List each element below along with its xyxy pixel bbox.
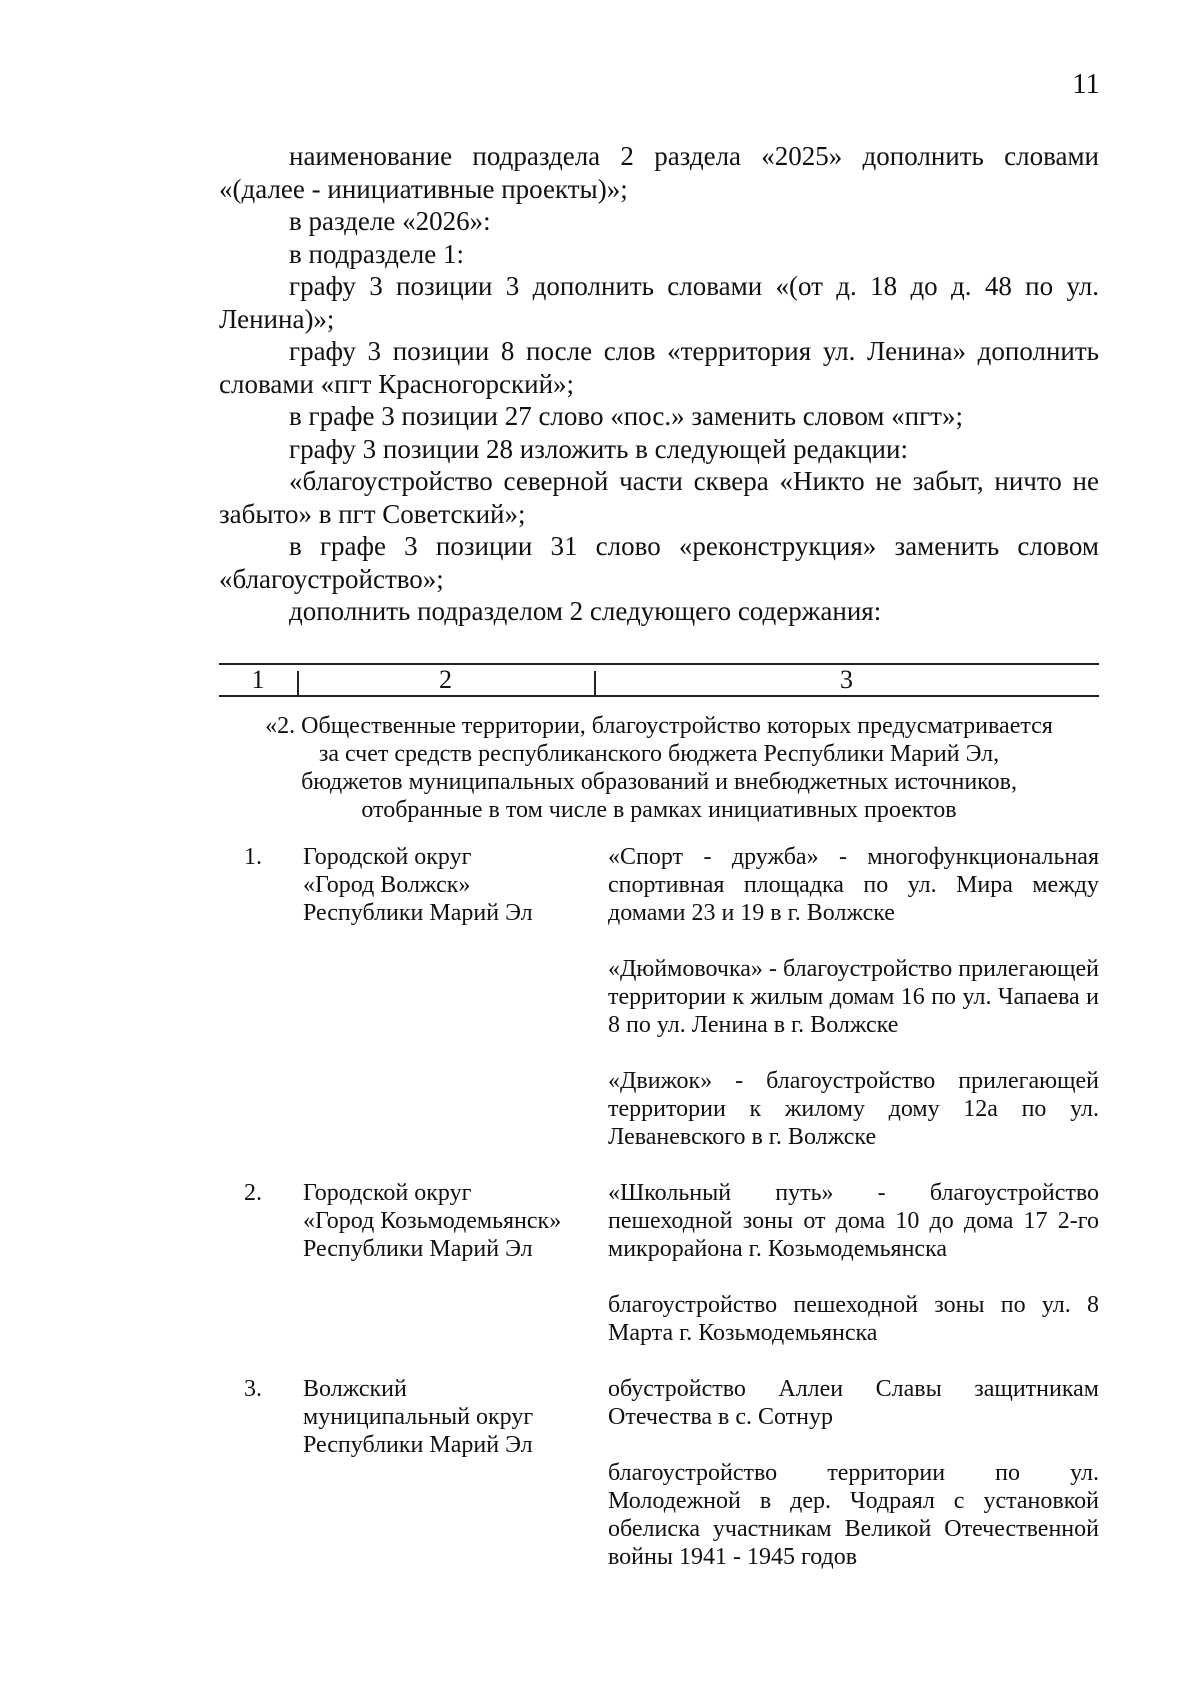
municipality-line: Городской округ bbox=[303, 1180, 472, 1206]
municipality-line: «Город Волжск» bbox=[303, 872, 471, 898]
paragraph: в подразделе 1: bbox=[289, 238, 464, 269]
heading-line: «2. Общественные территории, благоустройство которых предусматривается bbox=[265, 713, 1053, 739]
column-header-2: 2 bbox=[439, 665, 452, 694]
municipality-line: Волжский bbox=[303, 1376, 407, 1402]
heading-line: отобранные в том числе в рамках инициативных проектов bbox=[361, 797, 957, 823]
paragraph: графу 3 позиции 28 изложить в следующей редакции: bbox=[289, 433, 908, 464]
entry-number: 2. bbox=[244, 1180, 262, 1206]
paragraph: в графе 3 позиции 27 слово «пос.» заменить словом «пгт»; bbox=[289, 401, 963, 431]
municipality-line: муниципальный округ bbox=[303, 1404, 534, 1430]
municipality bbox=[303, 1375, 608, 1571]
list-item bbox=[219, 843, 1099, 1151]
municipality-line: Городской округ bbox=[303, 844, 472, 870]
table-header-row bbox=[219, 663, 1099, 697]
paragraph: наименование подраздела 2 раздела «2025» дополнить словами «(далее - инициативные проекты)»; bbox=[219, 141, 1099, 204]
project-description: «Спорт - дружба» - многофункциональная спортивная площадка по ул. Мира между домами 23 и 19 в г. Волжске bbox=[608, 844, 1099, 926]
subsection-heading bbox=[219, 712, 1099, 824]
project-list bbox=[608, 843, 1099, 1151]
municipality bbox=[303, 1179, 608, 1347]
paragraph: в графе 3 позиции 31 слово «реконструкция» заменить словом «благоустройство»; bbox=[219, 531, 1099, 594]
project-description: «Движок» - благоустройство прилегающей территории к жилому дому 12а по ул. Леваневского в г. Волжске bbox=[608, 1068, 1099, 1150]
project-description: «Школьный путь» - благоустройство пешеходной зоны от дома 10 до дома 17 2-го микрорайона г. Козьмодемьянска bbox=[608, 1180, 1099, 1262]
municipality-line: «Город Козьмодемьянск» bbox=[303, 1208, 562, 1234]
heading-line: за счет средств республиканского бюджета Республики Марий Эл, bbox=[318, 741, 1000, 767]
amendment-text bbox=[219, 140, 1099, 628]
paragraph: дополнить подразделом 2 следующего содержания: bbox=[289, 596, 882, 626]
project-list bbox=[608, 1375, 1099, 1571]
paragraph: в разделе «2026»: bbox=[289, 206, 491, 236]
project-list bbox=[608, 1179, 1099, 1347]
project-description: благоустройство пешеходной зоны по ул. 8 Марта г. Козьмодемьянска bbox=[608, 1292, 1099, 1346]
municipality-line: Республики Марий Эл bbox=[303, 1432, 533, 1458]
entry-number: 3. bbox=[244, 1376, 262, 1402]
heading-line: бюджетов муниципальных образований и внебюджетных источников, bbox=[301, 769, 1017, 795]
project-description: «Дюймовочка» - благоустройство прилегающей территории к жилым домам 16 по ул. Чапаева и 8 по ул. Ленина в г. Волжске bbox=[608, 956, 1099, 1038]
paragraph: «благоустройство северной части сквера «Никто не забыт, ничто не забыто» в пгт Советский»; bbox=[219, 466, 1099, 529]
territories-list bbox=[219, 843, 1099, 1571]
municipality bbox=[303, 843, 608, 1151]
list-item bbox=[219, 1179, 1099, 1347]
column-header-3: 3 bbox=[840, 665, 853, 694]
paragraph: графу 3 позиции 8 после слов «территория ул. Ленина» дополнить словами «пгт Красногорский»; bbox=[219, 336, 1099, 399]
project-description: обустройство Аллеи Славы защитникам Отечества в с. Сотнур bbox=[608, 1376, 1099, 1430]
entry-number: 1. bbox=[244, 844, 262, 870]
municipality-line: Республики Марий Эл bbox=[303, 1236, 533, 1262]
paragraph: графу 3 позиции 3 дополнить словами «(от д. 18 до д. 48 по ул. Ленина)»; bbox=[219, 271, 1099, 334]
column-header-1: 1 bbox=[251, 665, 265, 694]
page-number: 11 bbox=[1072, 68, 1100, 100]
project-description: благоустройство территории по ул. Молодежной в дер. Чодраял с установкой обелиска участникам Великой Отечественной войны 1941 - 1945 годов bbox=[608, 1460, 1099, 1570]
municipality-line: Республики Марий Эл bbox=[303, 900, 533, 926]
list-item bbox=[219, 1375, 1099, 1571]
